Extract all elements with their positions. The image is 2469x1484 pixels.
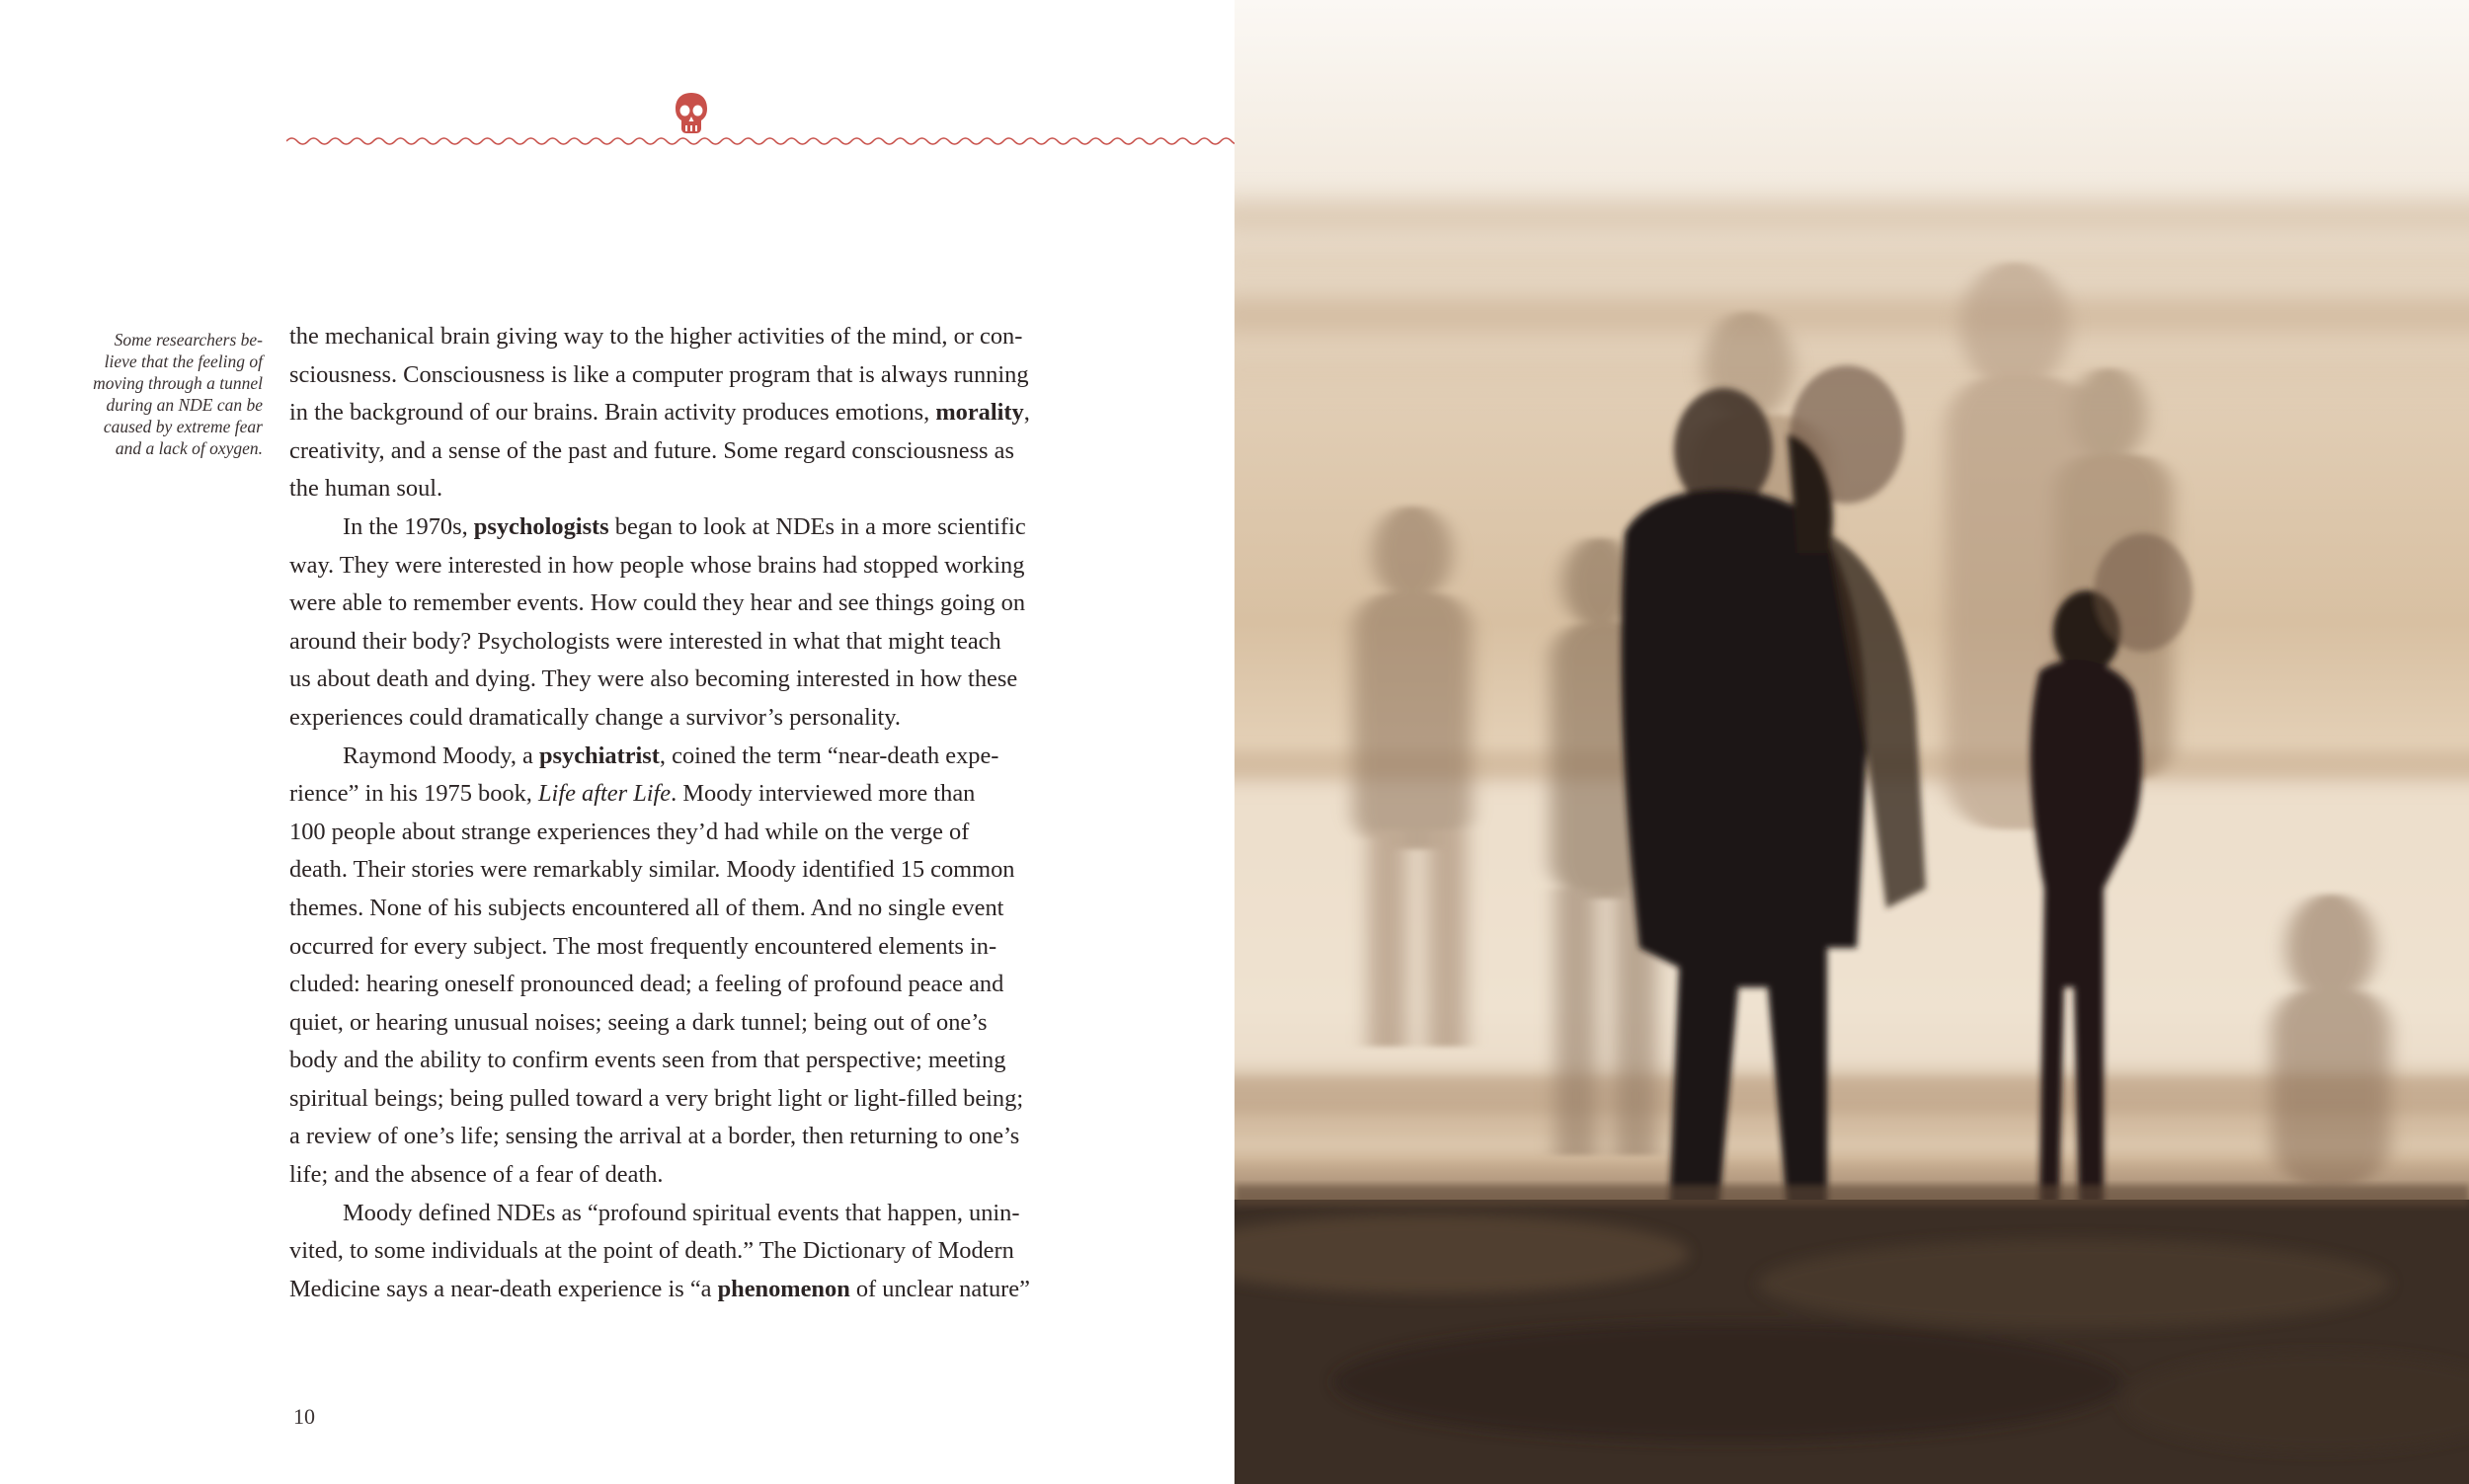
body-text-line: [289, 623, 1109, 662]
side-note-line: moving through a tunnel: [93, 373, 263, 393]
body-text-line: [289, 508, 1109, 547]
text-run: life; and the absence of a fear of death.: [289, 1161, 664, 1189]
body-text-line: [289, 547, 1109, 586]
text-run: of unclear nature”: [849, 1275, 1030, 1302]
body-text-line: [289, 356, 1109, 395]
text-run: way. They were interested in how people whose brains had stopped working: [289, 551, 1025, 579]
text-run: the mechanical brain giving way to the higher activities of the mind, or con-: [289, 323, 1023, 350]
body-text-line: [289, 432, 1109, 471]
body-text-line: [289, 890, 1109, 928]
text-run: a review of one’s life; sensing the arrival at a border, then returning to one’s: [289, 1123, 1020, 1150]
body-text-line: [289, 814, 1109, 852]
text-run: cluded: hearing oneself pronounced dead; a feeling of profound peace and: [289, 971, 1004, 998]
text-run: . Moody interviewed more than: [671, 780, 976, 808]
body-text-line: [289, 1156, 1109, 1195]
text-run: Raymond Moody, a: [343, 742, 539, 769]
body-text-line: [289, 928, 1109, 967]
text-run: , coined the term “near-death expe-: [659, 742, 999, 769]
side-note-line: Some researchers be-: [114, 330, 263, 350]
text-run: 100 people about strange experiences they’d had while on the verge of: [289, 818, 970, 845]
text-run: body and the ability to confirm events seen from that perspective; meeting: [289, 1047, 1006, 1074]
text-run: spiritual beings; being pulled toward a very bright light or light-filled being;: [289, 1084, 1024, 1112]
book-title: Life after Life: [537, 780, 672, 808]
side-note: [47, 329, 263, 459]
text-run: were able to remember events. How could they hear and see things going on: [289, 589, 1026, 617]
side-note-line: lieve that the feeling of: [104, 351, 263, 371]
side-note-line: during an NDE can be: [106, 395, 263, 415]
text-run: began to look at NDEs in a more scientific: [608, 512, 1026, 540]
text-run: rience” in his 1975 book,: [289, 780, 538, 808]
body-text-line: [289, 738, 1109, 776]
text-run: quiet, or hearing unusual noises; seeing a dark tunnel; being out of one’s: [289, 1008, 988, 1036]
text-run: creativity, and a sense of the past and future. Some regard consciousness as: [289, 436, 1014, 464]
text-run: In the 1970s,: [343, 512, 474, 540]
body-text-line: [289, 1004, 1109, 1043]
body-text-line: [289, 1118, 1109, 1156]
glossary-term: morality: [935, 399, 1024, 427]
body-text-line: [289, 1232, 1109, 1271]
body-text-line: [289, 699, 1109, 738]
body-text-line: [289, 1195, 1109, 1233]
glossary-term: psychiatrist: [538, 742, 660, 769]
text-run: occurred for every subject. The most frequently encountered elements in-: [289, 932, 997, 960]
text-run: us about death and dying. They were also becoming interested in how these: [289, 665, 1018, 693]
text-run: experiences could dramatically change a survivor’s personality.: [289, 703, 902, 731]
left-page: [0, 0, 1234, 1484]
skull-shape: [676, 93, 707, 133]
glossary-term: psychologists: [473, 512, 609, 540]
body-text-line: [289, 966, 1109, 1004]
body-text-line: [289, 1080, 1109, 1119]
sand-foreground: [1234, 1185, 2469, 1484]
text-run: themes. None of his subjects encountered all of them. And no single event: [289, 894, 1004, 921]
photo-illustration: [1234, 0, 2469, 1484]
text-run: the human soul.: [289, 475, 443, 503]
text-run: vited, to some individuals at the point of death.” The Dictionary of Modern: [289, 1237, 1014, 1265]
text-run: sciousness. Consciousness is like a computer program that is always running: [289, 360, 1029, 388]
text-run: death. Their stories were remarkably similar. Moody identified 15 common: [289, 856, 1015, 884]
header-ornament: [286, 91, 1234, 160]
body-text-line: [289, 851, 1109, 890]
body-text-line: [289, 470, 1109, 508]
body-text-line: [289, 585, 1109, 623]
text-run: in the background of our brains. Brain activity produces emotions,: [289, 399, 936, 427]
body-text-line: [289, 775, 1109, 814]
text-run: around their body? Psychologists were interested in what that might teach: [289, 627, 1001, 655]
wavy-rule: [286, 134, 1234, 148]
text-run: ,: [1023, 399, 1030, 427]
text-run: Moody defined NDEs as “profound spiritual events that happen, unin-: [343, 1199, 1020, 1226]
body-text-line: [289, 1042, 1109, 1080]
side-note-line: caused by extreme fear: [103, 417, 263, 436]
glossary-term: phenomenon: [717, 1275, 850, 1302]
skull-icon: [672, 91, 711, 136]
text-run: Medicine says a near-death experience is “a: [289, 1275, 718, 1302]
body-text: [289, 318, 1109, 1308]
body-text-line: [289, 318, 1109, 356]
body-text-line: [289, 661, 1109, 699]
body-text-line: [289, 1271, 1109, 1309]
beach-figures-photo: [1234, 0, 2469, 1484]
body-text-line: [289, 394, 1109, 432]
side-note-line: and a lack of oxygen.: [115, 438, 263, 458]
page-number: 10: [293, 1404, 315, 1429]
